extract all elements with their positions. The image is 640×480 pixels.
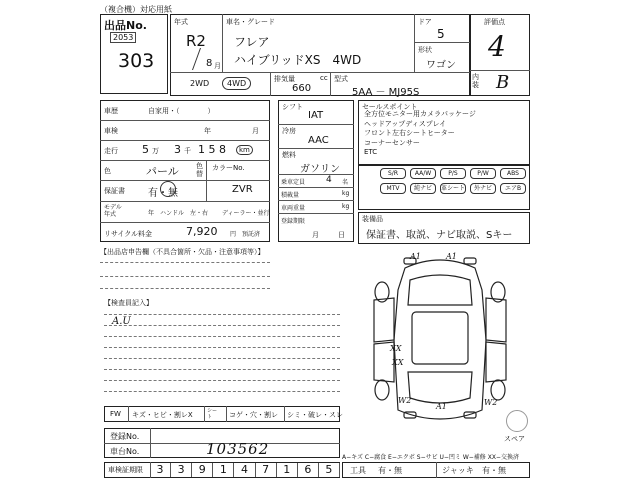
spare-label: スペア	[504, 435, 525, 443]
mark-rear-center: A1	[436, 402, 447, 411]
lot-number: 303	[118, 50, 155, 72]
cert-digit: 9	[192, 463, 213, 477]
mark-rear-left: W2	[398, 396, 412, 405]
cert-digit: 3	[171, 463, 192, 477]
note-line	[104, 336, 340, 337]
fuel-label: 燃料	[282, 151, 296, 159]
cert-expiry-label: 車検証期限	[108, 466, 143, 474]
equipment-item: S/R	[380, 168, 406, 179]
recycle-label: リサイクル料金	[104, 230, 153, 238]
fuel-value: ガソリン	[300, 164, 340, 175]
color-no-label: カラーNo.	[212, 164, 245, 172]
displacement-label: 排気量	[274, 75, 295, 83]
jack-value: 有・無	[482, 466, 506, 475]
car-grade: ハイブリッドXS 4WD	[234, 53, 362, 67]
equipment-item: P/S	[440, 168, 466, 179]
note-line	[104, 380, 340, 381]
color-label: 色	[104, 167, 111, 175]
warranty-value: 有・無	[148, 188, 178, 199]
year-label: 年式	[174, 18, 188, 26]
displacement-value: 660	[292, 83, 312, 94]
shift-label: シフト	[282, 103, 303, 111]
body-value: ワゴン	[426, 60, 456, 71]
lot-code: 2053	[110, 32, 136, 43]
reg-no-label: 登録No.	[110, 432, 140, 441]
sales-point-item: コーナーセンサー	[364, 138, 420, 147]
equipment-item: P/W	[470, 168, 496, 179]
cert-digit: 1	[277, 463, 298, 477]
cond-scratch: キズ・ヒビ・割レX	[132, 411, 193, 419]
sales-point-item: 全方位モニター用カメラパッケージ	[364, 110, 476, 118]
form-note: （複合機）対応用紙	[100, 5, 172, 14]
extras-text: 保証書、取説、ナビ取説、Sキー	[366, 230, 513, 241]
cert-digit: 6	[298, 463, 319, 477]
equipment-item: ABS	[500, 168, 526, 179]
note-line	[104, 314, 340, 315]
lot-label: 出品No.	[104, 19, 147, 32]
name-label: 車名・グレード	[226, 18, 275, 26]
cond-stain: シミ・破レ・スレ	[287, 411, 343, 419]
color-no-value: ZVR	[232, 184, 253, 195]
inspection-label: 車検	[104, 127, 118, 135]
mark-rear-right: W2	[484, 398, 498, 407]
body-label: 形状	[418, 46, 432, 54]
load-label: 積載量	[281, 192, 300, 199]
model-year-label: モデル年式	[104, 204, 122, 218]
equipment-item: 外ナビ	[470, 183, 496, 194]
equipment-row-2	[380, 183, 528, 195]
ac-value: AAC	[308, 135, 329, 146]
mark-left-rear: XX	[392, 358, 404, 367]
cert-digit: 1	[213, 463, 234, 477]
drive-4wd: 4WD	[222, 77, 251, 90]
note-line	[104, 347, 340, 348]
sales-points-list	[364, 110, 476, 158]
note-line	[104, 369, 340, 370]
mark-front-right: A1	[446, 252, 457, 261]
cert-digit: 5	[319, 463, 340, 477]
recycle-amount: 7,920	[186, 225, 218, 238]
mark-front-left: A1	[410, 252, 421, 261]
interior-grade: B	[496, 72, 510, 93]
inspector-label: 【検査員記入】	[104, 299, 153, 307]
jack-label: ジャッキ	[442, 466, 474, 475]
cert-digit: 4	[234, 463, 255, 477]
model-value: 5AA － MJ95S	[352, 87, 420, 98]
expiry-label: 登録期限	[281, 218, 306, 225]
score-label: 評価点	[484, 18, 505, 26]
warranty-label: 保証書	[104, 187, 125, 195]
car-name: フレア	[234, 35, 270, 49]
doors-label: ドア	[418, 18, 432, 26]
damage-legend: A−キズ C−腐食 E−エクボ S−サビ U−凹ミ W−補修 XX−交換済	[342, 454, 519, 461]
cert-digit: 7	[256, 463, 277, 477]
sales-points-label: セールスポイント	[362, 103, 418, 111]
equipment-row-1	[380, 168, 528, 180]
year-era: R2	[186, 32, 206, 50]
note-line	[104, 325, 340, 326]
note-line	[104, 358, 340, 359]
extras-label: 装備品	[362, 215, 383, 223]
color-value: パール	[146, 165, 179, 178]
ac-label: 冷房	[282, 127, 296, 135]
equipment-item: MTV	[380, 183, 406, 194]
interior-label: 内装	[472, 73, 479, 89]
tools-label: 工具	[350, 466, 366, 475]
usage-value: 自家用・（ ）	[148, 107, 215, 115]
cond-seat: シート	[207, 408, 218, 420]
mileage-man: 5	[142, 143, 149, 156]
year-month: 8	[206, 58, 213, 69]
spare-tire-icon	[506, 410, 528, 432]
equipment-item: 革シート	[441, 185, 466, 192]
weight-label: 車両重量	[281, 205, 306, 212]
cond-burn: コゲ・穴・割レ	[229, 411, 278, 419]
vin-value: 103562	[206, 440, 270, 458]
usage-label: 車歴	[104, 107, 118, 115]
shift-value: IAT	[308, 110, 324, 121]
equipment-item: エアB	[500, 183, 526, 194]
mileage-label: 走行	[104, 147, 118, 155]
equipment-item: 純ナビ	[410, 183, 436, 194]
cert-expiry-digits	[150, 462, 340, 478]
issues-label: 【出品店申告欄（不具合箇所・欠品・注意事項等）】	[100, 248, 265, 256]
drive-2wd: 2WD	[190, 79, 210, 88]
mileage-sen: 3	[174, 143, 181, 156]
km-unit: km	[236, 145, 253, 155]
mark-left-door: XX	[390, 344, 402, 353]
capacity-value: 4	[326, 175, 332, 185]
equipment-item: AA/W	[410, 168, 436, 179]
note-line	[104, 391, 340, 392]
score-value: 4	[488, 30, 506, 63]
model-label: 型式	[334, 75, 348, 83]
doors-value: 5	[437, 27, 445, 41]
vin-label: 車台No.	[110, 447, 140, 456]
tools-value: 有・無	[378, 466, 402, 475]
sales-point-item: ETC	[364, 148, 378, 156]
capacity-label: 乗車定員	[281, 179, 306, 186]
sales-point-item: ヘッドアップディスプレイ	[364, 119, 447, 128]
inspector-note: A.U	[112, 316, 131, 327]
fw-label: FW	[110, 410, 121, 418]
sales-point-item: フロント左右シートヒーター	[364, 129, 455, 137]
cert-digit: 3	[150, 463, 171, 477]
mileage-rest: 1 5 8	[198, 143, 226, 156]
